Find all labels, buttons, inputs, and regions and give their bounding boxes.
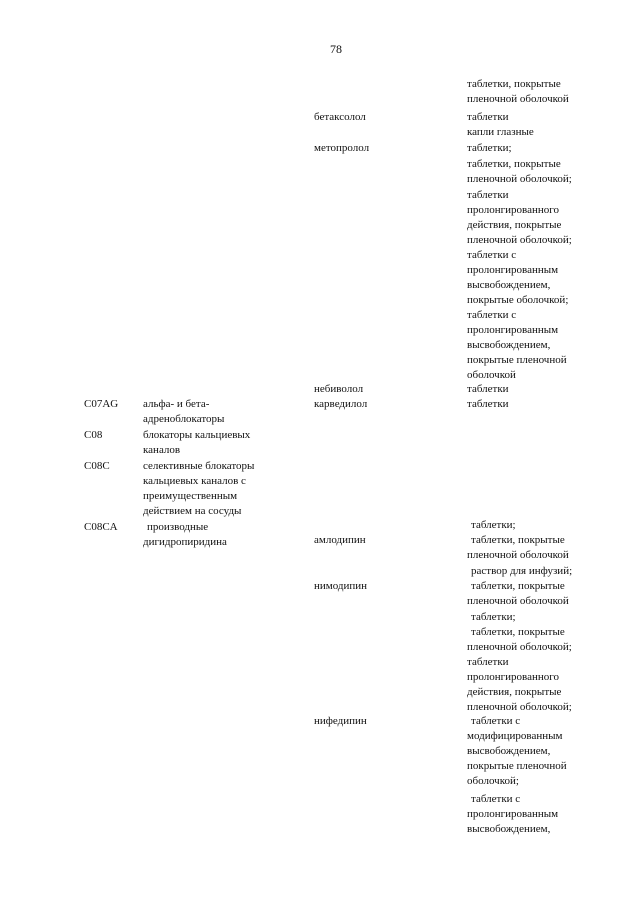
drug-name: метопролол <box>314 142 370 154</box>
dosage-form-line: капли глазные <box>467 126 534 138</box>
dosage-form-line: пленочной оболочкой; <box>467 234 572 246</box>
atc-group-line: действием на сосуды <box>143 505 242 517</box>
dosage-form-line: пролонгированным <box>467 324 559 336</box>
dosage-form-line: действия, покрытые <box>467 686 562 698</box>
atc-code: C08C <box>84 460 110 472</box>
dosage-form-line: таблетки <box>467 656 509 668</box>
dosage-form-line: пролонгированного <box>467 671 559 683</box>
dosage-form-line: пленочной оболочкой; <box>467 641 572 653</box>
dosage-form-line: пленочной оболочкой <box>467 595 569 607</box>
atc-code: C08 <box>84 429 103 441</box>
dosage-form-line: покрытые пленочной <box>467 760 567 772</box>
drug-name: амлодипин <box>314 534 366 546</box>
dosage-form-line: таблетки с <box>467 309 517 321</box>
dosage-form-line: таблетки, покрытые <box>471 580 565 592</box>
atc-code: C07AG <box>84 398 119 410</box>
dosage-form-line: таблетки, покрытые <box>471 626 565 638</box>
atc-group-line: дигидропиридина <box>143 536 227 548</box>
dosage-form-line: таблетки с <box>471 715 521 727</box>
dosage-form-line: оболочкой <box>467 369 516 381</box>
drug-name: бетаксолол <box>314 111 366 123</box>
drug-name: нимодипин <box>314 580 368 592</box>
dosage-form-line: пролонгированным <box>467 808 559 820</box>
atc-group-line: селективные блокаторы <box>143 460 255 472</box>
dosage-form-line: таблетки <box>467 111 509 123</box>
dosage-form-line: пролонгированного <box>467 204 559 216</box>
atc-group-line: каналов <box>143 444 181 456</box>
dosage-form-line: таблетки <box>467 189 509 201</box>
dosage-form-line: покрытые оболочкой; <box>467 294 569 306</box>
dosage-form-line: пролонгированным <box>467 264 559 276</box>
dosage-form-line: таблетки, покрытые <box>467 158 561 170</box>
atc-group-line: адреноблокаторы <box>143 413 225 425</box>
drug-name: нифедипин <box>314 715 367 727</box>
dosage-form-line: таблетки с <box>467 249 517 261</box>
atc-group-line: кальциевых каналов с <box>143 475 246 487</box>
drug-name: карведилол <box>314 398 368 410</box>
dosage-form-line: таблетки, покрытые <box>467 78 561 90</box>
dosage-form-line: оболочкой; <box>467 775 519 787</box>
dosage-form-line: таблетки, покрытые <box>471 534 565 546</box>
atc-code: C08CA <box>84 521 118 533</box>
dosage-form-line: пленочной оболочкой; <box>467 701 572 713</box>
dosage-form-line: пленочной оболочкой <box>467 549 569 561</box>
dosage-form-line: пленочной оболочкой <box>467 93 569 105</box>
dosage-form-line: покрытые пленочной <box>467 354 567 366</box>
atc-group-line: альфа- и бета- <box>143 398 210 410</box>
dosage-form-line: раствор для инфузий; <box>471 565 573 577</box>
dosage-form-line: таблетки; <box>471 519 516 531</box>
dosage-form-line: таблетки; <box>471 611 516 623</box>
page-number: 78 <box>330 42 342 56</box>
dosage-form-line: действия, покрытые <box>467 219 562 231</box>
dosage-form-line: высвобождением, <box>467 823 551 835</box>
dosage-form-line: высвобождением, <box>467 279 551 291</box>
atc-group-line: блокаторы кальциевых <box>143 429 251 441</box>
atc-group-line: производные <box>147 521 209 533</box>
drug-name: небиволол <box>314 383 364 395</box>
dosage-form-line: таблетки с <box>471 793 521 805</box>
dosage-form-line: таблетки; <box>467 142 512 154</box>
dosage-form-line: модифицированным <box>467 730 563 742</box>
dosage-form-line: таблетки <box>467 383 509 395</box>
dosage-form-line: высвобождением, <box>467 339 551 351</box>
dosage-form-line: высвобождением, <box>467 745 551 757</box>
atc-group-line: преимущественным <box>143 490 238 502</box>
dosage-form-line: таблетки <box>467 398 509 410</box>
dosage-form-line: пленочной оболочкой; <box>467 173 572 185</box>
